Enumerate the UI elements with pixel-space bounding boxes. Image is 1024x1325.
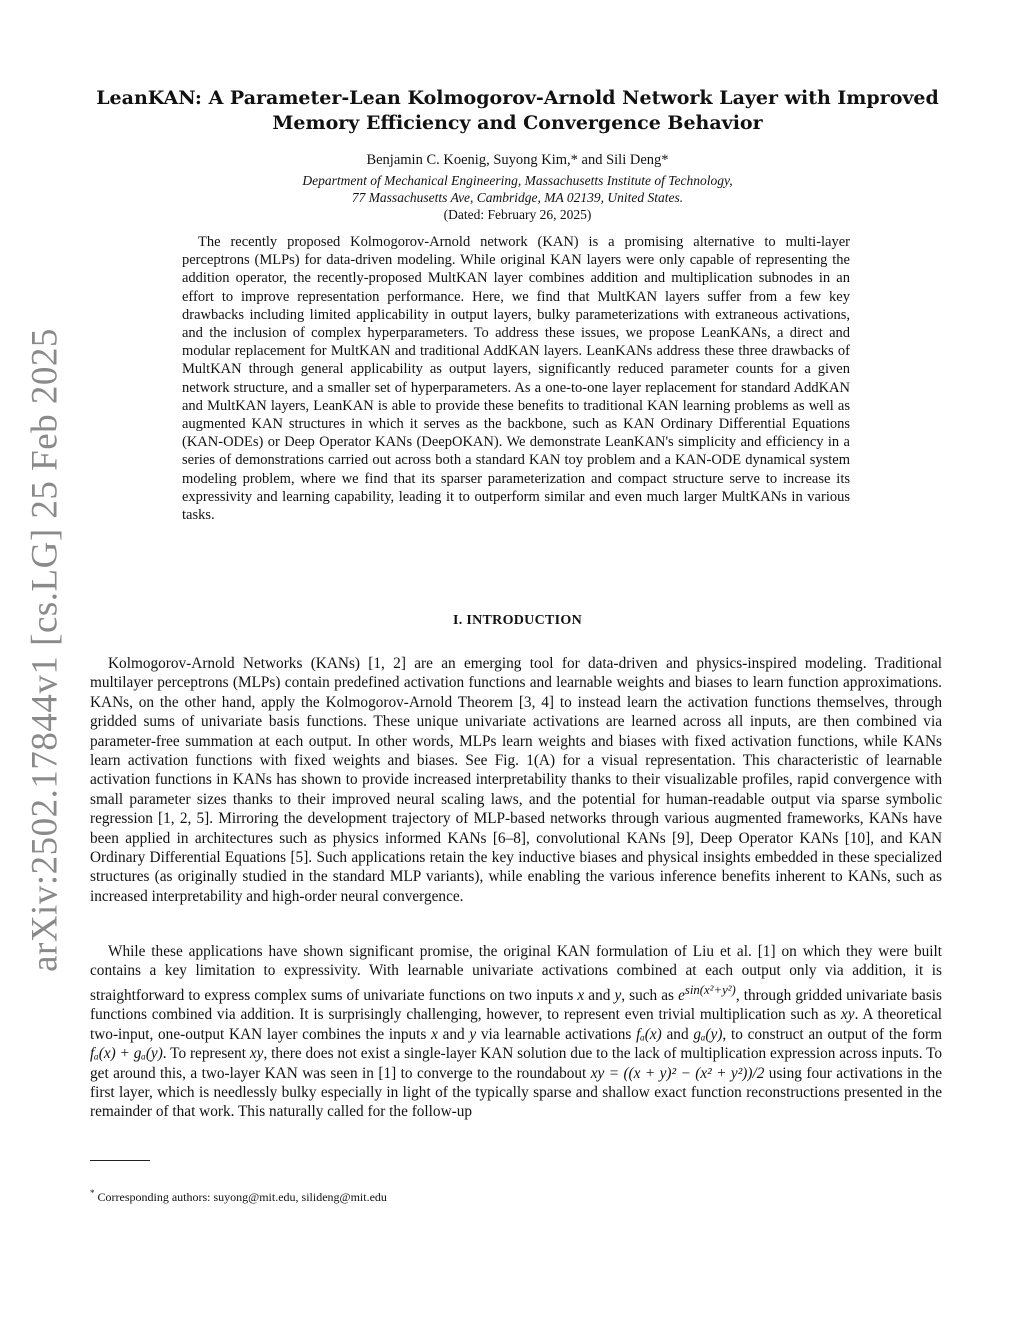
- footnote-text: Corresponding authors: suyong@mit.edu, silideng@mit.edu: [97, 1190, 387, 1204]
- math-ga: gₐ(y): [693, 1025, 723, 1043]
- title-line-2: Memory Efficiency and Convergence Behavior: [272, 112, 763, 134]
- date-line: (Dated: February 26, 2025): [443, 207, 592, 222]
- title-line-1: LeanKAN: A Parameter-Lean Kolmogorov-Arnold Network Layer with Improved: [96, 87, 939, 109]
- math-x: x: [577, 986, 585, 1004]
- section-heading: I. INTRODUCTION: [453, 613, 582, 628]
- arxiv-sidebar: [20, 328, 70, 972]
- math-xy: xy: [840, 1006, 855, 1024]
- intro-paragraph-1: Kolmogorov-Arnold Networks (KANs) [1, 2] are an emerging tool for data-driven and physics-inspired modeling. Traditional multilayer perceptrons (MLPs) contain predefined activation functions and learnable weights and biases to learn function approximations. KANs, on the other hand, apply the Kolmogorov-Arnold Theorem [3, 4] to instead learn the activation functions themselves, through gridded sums of univariate basis functions. These unique univariate activations are learned across all inputs, are then combined via parameter-free summation at each output. In other words, MLPs learn weights and biases with fixed activation functions, while KANs learn activation functions with fixed weights and biases. See Fig. 1(A) for a visual representation. This characteristic of learnable activation functions in KANs has shown to provide increased interpretability thanks to their visualizable profiles, rapid convergence with small parameter sizes thanks to their improved neural scaling laws, and the potential for human-readable output via sparse symbolic regression [1, 2, 5]. Mirroring the development trajectory of MLP-based networks through various augmented frameworks, KANs have been applied in architectures such as physics informed KANs [6–8], convolutional KANs [9], Deep Operator KANs [10], and KAN Ordinary Differential Equations [5]. Such applications retain the key inductive biases and physical insights embedded in these specialized structures (as originally studied in the standard MLP variants), while enabling the various inference benefits inherent to KANs, such as increased interpretability and high-order neural convergence.: [90, 655, 942, 905]
- math-y: y: [614, 986, 622, 1004]
- math-fa: fₐ(x): [636, 1025, 662, 1043]
- footnote: [90, 1188, 890, 1205]
- math-fsum: fₐ(x) + gₐ(y): [90, 1045, 163, 1063]
- affiliation-line-2: 77 Massachusetts Ave, Cambridge, MA 02139, United States.: [351, 190, 684, 205]
- author-list: Benjamin C. Koenig, Suyong Kim,* and Sili Deng*: [366, 152, 669, 168]
- footnote-rule: [90, 1160, 150, 1161]
- arxiv-identifier: arXiv:2502.17844v1 [cs.LG] 25 Feb 2025: [24, 328, 66, 972]
- math-roundabout-eq: xy = ((x + y)² − (x² + y²))/2: [590, 1064, 765, 1082]
- footnote-mark: *: [90, 1188, 95, 1198]
- math-exponent: sin(x²+y²): [684, 982, 736, 997]
- paper-title: [90, 86, 945, 136]
- intro-paragraph-2: While these applications have shown significant promise, the original KAN formulation of Liu et al. [1] on which they were built contains a key limitation to expressivity. With learnable univariate activations combined at each output only via addition, it is straightforward to express complex sums of univariate functions on two inputs x and y, such as $e^{sin(x^2+y^2)}$, through gridded univariate basis functions combined via addition. It is surprisingly challenging, however, to represent even trivial multiplication such as xy. A theoretical two-input, one-output KAN layer combines the inputs x and y via learnable activations fₐ(x) and gₐ(y), to construct an output of the form fₐ(x) + gₐ(y). To represent xy, there does not exist a single-layer KAN solution due to the lack of multiplication expression across inputs. To get around this, a two-layer KAN was seen in [1] to converge to the roundabout xy = ((x + y)² − (x² + y²))/2 using four activations in the first layer, which is needlessly bulky especially in light of the typically sparse and shallow exact function reconstructions presented in the remainder of that work. This naturally called for the follow-up: [90, 943, 943, 1121]
- affiliation-line-1: Department of Mechanical Engineering, Massachusetts Institute of Technology,: [302, 173, 733, 188]
- math-exp-base: e: [678, 986, 685, 1004]
- abstract: The recently proposed Kolmogorov-Arnold network (KAN) is a promising alternative to multi-layer perceptrons (MLPs) for data-driven modeling. While original KAN layers were only capable of representing the addition operator, the recently-proposed MultKAN layer combines addition and multiplication subnodes in an effort to improve representation performance. Here, we find that MultKAN layers suffer from a few key drawbacks including limited applicability in output layers, bulky parameterizations with extraneous activations, and the inclusion of complex hyperparameters. To address these issues, we propose LeanKANs, a direct and modular replacement for MultKAN and traditional AddKAN layers. LeanKANs address these three drawbacks of MultKAN through general applicability as output layers, significantly reduced parameter counts for a given network structure, and a smaller set of hyperparameters. As a one-to-one layer replacement for standard AddKAN and MultKAN layers, LeanKAN is able to provide these benefits to traditional KAN learning problems as well as augmented KAN structures in which it serves as the backbone, such as KAN Ordinary Differential Equations (KAN-ODEs) or Deep Operator KANs (DeepOKAN). We demonstrate LeanKAN's simplicity and efficiency in a series of demonstrations carried out across both a standard KAN toy problem and a KAN-ODE dynamical system modeling problem, where we find that its sparser parameterization and compact structure serve to increase its expressivity and learning capability, leading it to outperform similar and even much larger MultKANs in various tasks.: [182, 234, 850, 524]
